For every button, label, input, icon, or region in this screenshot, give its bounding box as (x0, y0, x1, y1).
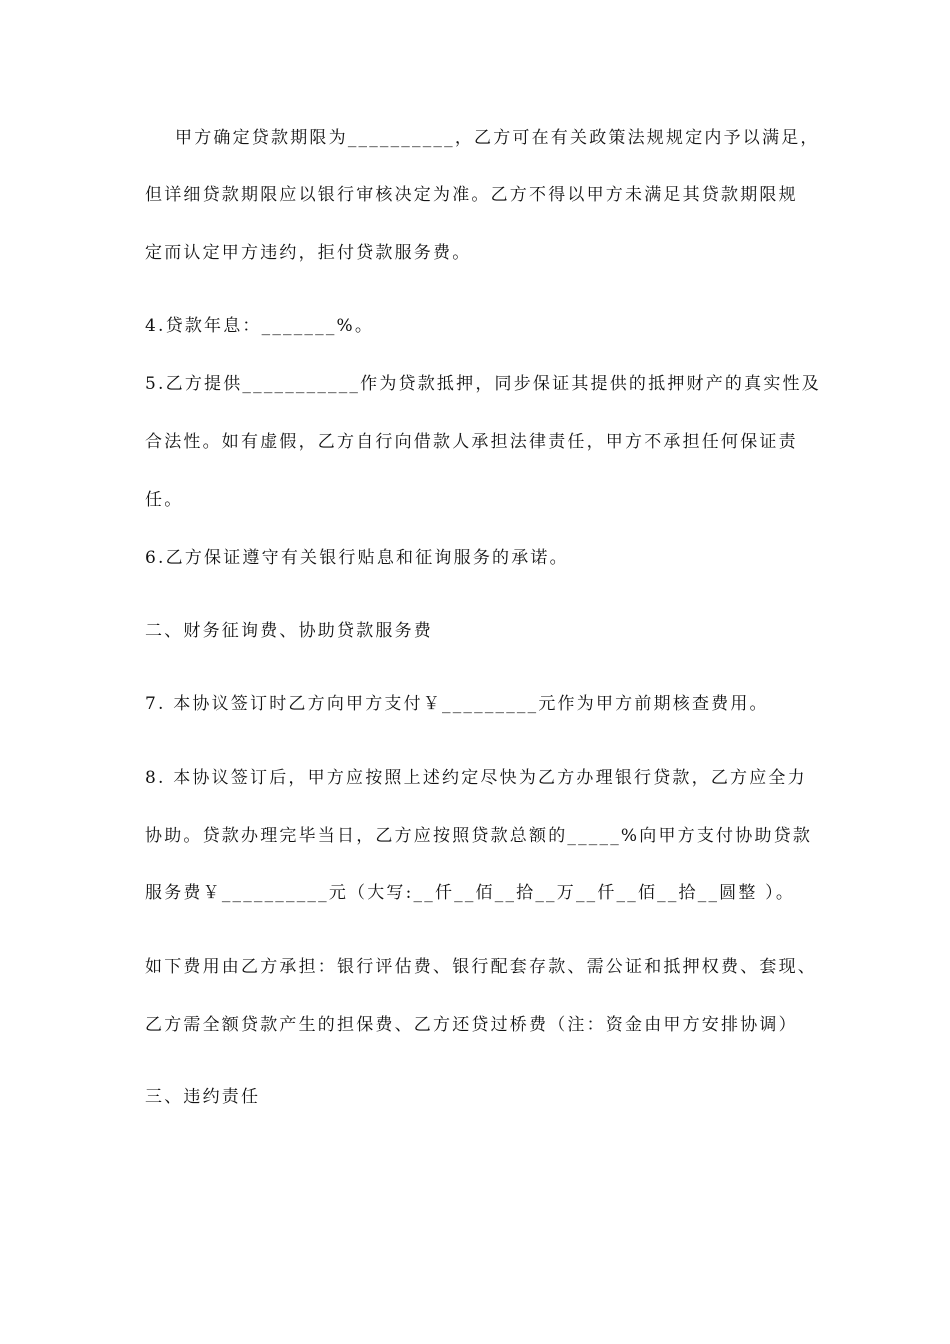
prepayment-amount-blank: _________ (442, 694, 539, 714)
section-heading-2: 二、财务征询费、协助贷款服务费 (145, 621, 433, 641)
text: %向甲方支付协助贷款 (620, 826, 813, 846)
item-8-line-2 (145, 824, 812, 848)
item-5-collateral-line-2: 合法性。如有虚假，乙方自行向借款人承担法律责任，甲方不承担任何保证责 (145, 432, 798, 452)
collateral-blank: ___________ (242, 374, 361, 394)
paragraph-loan-term-line-2: 但详细贷款期限应以银行审核决定为准。乙方不得以甲方未满足其贷款期限规 (145, 185, 798, 205)
item-4-annual-interest (145, 314, 374, 338)
fee-percent-blank: _____ (567, 826, 621, 846)
text: 。 (354, 316, 375, 336)
item-6-commitment: 6.乙方保证遵守有关银行贴息和征询服务的承诺。 (145, 548, 569, 568)
text: 作为贷款抵押，同步保证其提供的抵押财产的真实性及 (360, 374, 821, 394)
fees-line-1: 如下费用由乙方承担：银行评估费、银行配套存款、需公证和抵押权费、套现、 (145, 957, 817, 977)
text: 元作为甲方前期核查费用。 (538, 694, 769, 714)
text: 7. 本协议签订时乙方向甲方支付￥ (145, 694, 443, 714)
item-5-collateral-line-3: 任。 (145, 490, 184, 510)
text: 5.乙方提供 (145, 374, 243, 394)
paragraph-loan-term-line-1 (175, 126, 820, 150)
paragraph-loan-term-line-3: 定而认定甲方违约，拒付贷款服务费。 (145, 243, 472, 263)
interest-rate-blank: _______% (261, 316, 355, 336)
item-8-line-3 (145, 881, 795, 905)
text: 服务费￥ (145, 883, 222, 903)
text: 协助。贷款办理完毕当日，乙方应按照贷款总额的 (145, 826, 568, 846)
service-fee-amount-blank: __________ (221, 883, 329, 903)
text: ，乙方可在有关政策法规规定内予以满足， (454, 128, 820, 148)
text: 甲方确定贷款期限为 (175, 128, 348, 148)
text: ）。 (757, 883, 796, 903)
loan-term-blank: __________ (347, 128, 455, 148)
section-heading-3: 三、违约责任 (145, 1087, 261, 1107)
item-8-line-1: 8. 本协议签订后，甲方应按照上述约定尽快为乙方办理银行贷款，乙方应全力 (145, 768, 807, 788)
fees-line-2: 乙方需全额贷款产生的担保费、乙方还贷过桥费（注：资金由甲方安排协调） (145, 1015, 798, 1035)
amount-in-words-blanks: __仟__佰__拾__万__仟__佰__拾__圆整 (413, 883, 758, 903)
item-5-collateral-line-1 (145, 372, 821, 396)
text: 元（大写: (328, 883, 414, 903)
item-7-prepayment (145, 692, 769, 716)
text: 4.贷款年息： (145, 316, 262, 336)
